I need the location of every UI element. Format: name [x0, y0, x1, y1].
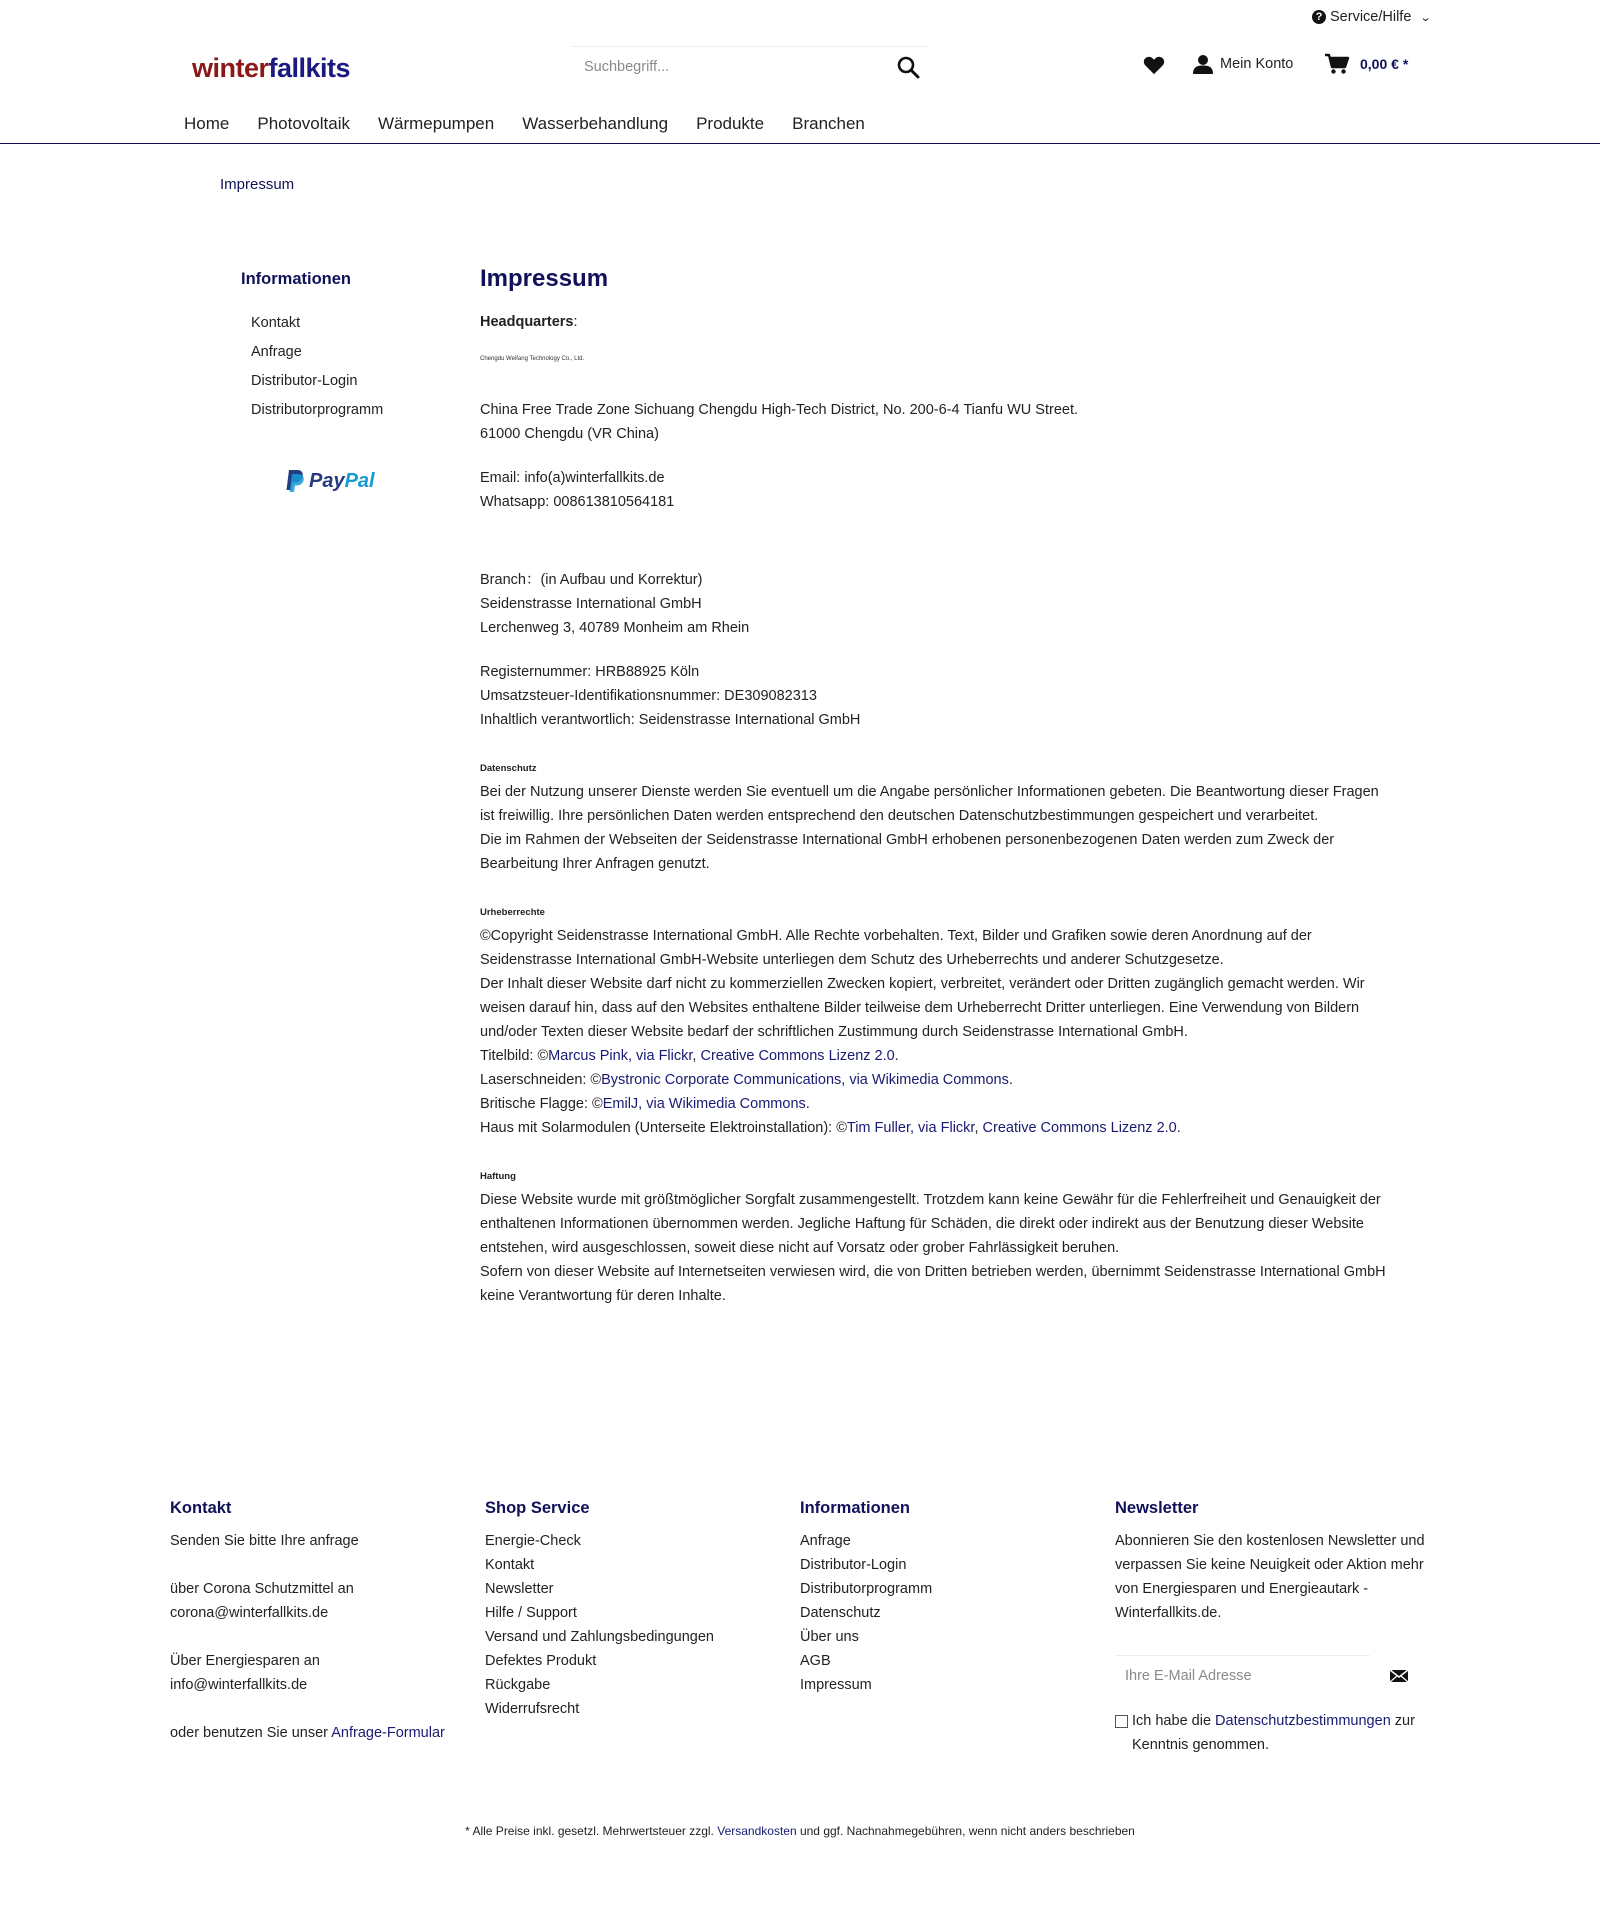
breadcrumb-impressum[interactable]: Impressum — [220, 176, 295, 193]
section-heading-datenschutz: Datenschutz — [480, 763, 537, 774]
link-bystronic[interactable]: Bystronic Corporate Communications, via Wikimedia Commons — [601, 1072, 1009, 1088]
credit-laserschneiden: Laserschneiden: ©Bystronic Corporate Communications, via Wikimedia Commons. — [480, 1072, 1013, 1088]
nav-item-waermepumpen[interactable]: Wärmepumpen — [377, 114, 495, 133]
footer — [170, 1497, 1430, 1757]
newsletter-form — [1115, 1655, 1370, 1695]
section-heading-urheberrechte: Urheberrechte — [480, 907, 545, 918]
branch-line-2: Seidenstrasse International GmbH — [480, 596, 702, 612]
price-note-suffix: und ggf. Nachnahmegebühren, wenn nicht anders beschrieben — [796, 1824, 1135, 1838]
search-input[interactable] — [572, 48, 888, 86]
datenschutz-paragraph-1: Bei der Nutzung unserer Dienste werden Sie eventuell um die Angabe persönlicher Informationen gebeten. Die Beantwortung dieser Fragen ist freiwillig. Ihre persönlichen Daten werden entsprechend den deutschen Datenschutzbestimmungen gespeichert und verarbeitet. — [480, 784, 1379, 824]
datenschutz-paragraph-2: Die im Rahmen der Webseiten der Seidenstrasse International GmbH erhobenen personenbezogenen Daten werden zum Zweck der Bearbeitung Ihrer Anfragen genutzt. — [480, 832, 1335, 872]
footer-info-title: Informationen — [800, 1499, 910, 1517]
heart-icon — [1143, 55, 1165, 75]
datenschutz-link[interactable]: Datenschutzbestimmungen — [1215, 1713, 1391, 1729]
vat-id: Umsatzsteuer-Identifikationsnummer: DE309082313 — [480, 688, 817, 704]
footer-link-widerrufsrecht[interactable]: Widerrufsrecht — [485, 1701, 580, 1717]
footer-shop-title: Shop Service — [485, 1499, 590, 1517]
branch-line-1: Branch：(in Aufbau und Korrektur) — [480, 572, 703, 588]
impressum-content — [480, 264, 1390, 1308]
section-heading-haftung: Haftung — [480, 1171, 516, 1182]
link-creative-commons-1[interactable]: Creative Commons Lizenz 2.0 — [700, 1048, 895, 1064]
footer-link-distributorprogramm[interactable]: Distributorprogramm — [800, 1581, 933, 1597]
footer-link-rueckgabe[interactable]: Rückgabe — [485, 1677, 551, 1693]
breadcrumb — [220, 176, 294, 193]
nav-item-home[interactable]: Home — [184, 114, 230, 133]
wishlist-button[interactable] — [1143, 55, 1165, 75]
versandkosten-link[interactable]: Versandkosten — [717, 1824, 797, 1838]
search-icon — [896, 55, 920, 79]
paypal-text-pay: Pay — [309, 469, 345, 492]
footer-kontakt — [170, 1497, 485, 1757]
footer-kontakt-line: oder benutzen Sie unser — [170, 1725, 332, 1741]
chevron-down-icon: ⌄ — [1420, 11, 1432, 24]
envelope-icon — [1389, 1668, 1409, 1684]
haftung-paragraph-1: Diese Website wurde mit größtmöglicher Sorgfalt zusammengestellt. Trotzdem kann keine Gewähr für die Fehlerfreiheit und Genauigkeit der enthaltenen Informationen übernommen werden. Jegliche Haftung für Schäden, die direkt oder indirekt aus der Benutzung dieser Website entstehen, wird ausgeschlossen, soweit diese nicht auf Vorsatz oder grober Fahrlässigkeit beruhen. — [480, 1192, 1381, 1256]
help-icon: ? — [1312, 10, 1326, 24]
credit-flagge: Britische Flagge: ©EmilJ, via Wikimedia Commons. — [480, 1096, 810, 1112]
cart-button[interactable] — [1324, 53, 1408, 75]
responsible-party: Inhaltlich verantwortlich: Seidenstrasse International GmbH — [480, 712, 861, 728]
site-logo[interactable] — [192, 52, 354, 82]
register-number: Registernummer: HRB88925 Köln — [480, 664, 700, 680]
service-help-menu[interactable] — [1312, 6, 1431, 28]
footer-link-anfrage[interactable]: Anfrage — [800, 1533, 851, 1549]
nav-item-photovoltaik[interactable]: Photovoltaik — [257, 114, 350, 133]
address-line-2: 61000 Chengdu (VR China) — [480, 426, 659, 442]
main-navigation — [170, 110, 879, 138]
footer-link-kontakt[interactable]: Kontakt — [485, 1557, 535, 1573]
footer-link-versand[interactable]: Versand und Zahlungsbedingungen — [485, 1629, 714, 1645]
address-line-1: China Free Trade Zone Sichuang Chengdu High-Tech District, No. 200-6-4 Tianfu WU Street. — [480, 402, 1079, 418]
footer-link-energie-check[interactable]: Energie-Check — [485, 1533, 581, 1549]
link-marcus-pink[interactable]: Marcus Pink, via Flickr — [548, 1048, 693, 1064]
urheberrechte-paragraph-1: ©Copyright Seidenstrasse International GmbH. Alle Rechte vorbehalten. Text, Bilder und Grafiken sowie deren Anordnung auf der Seidenstrasse International GmbH-Website unterliegen dem Schutz des Urheberrechts und anderer Schutzgesetze. — [480, 928, 1312, 968]
footer-kontakt-title: Kontakt — [170, 1499, 232, 1517]
hq-label: Headquarters — [480, 314, 574, 330]
cart-icon — [1324, 53, 1350, 75]
link-emilj[interactable]: EmilJ, via Wikimedia Commons — [602, 1096, 806, 1112]
email-text: Email: info(a)winterfallkits.de — [480, 470, 665, 486]
footer-newsletter — [1115, 1497, 1430, 1757]
newsletter-email-input[interactable] — [1115, 1668, 1370, 1684]
sidebar-item-distributorprogramm[interactable]: Distributorprogramm — [251, 402, 384, 418]
cart-amount: 0,00 € * — [1360, 56, 1409, 72]
haftung-paragraph-2: Sofern von dieser Website auf Internetseiten verwiesen wird, die von Dritten betrieben werden, übernimmt Seidenstrasse International GmbH keine Verantwortung für deren Inhalte. — [480, 1264, 1386, 1304]
footer-kontakt-line: über Corona Schutzmittel an — [170, 1581, 354, 1597]
credit-titelbild: Titelbild: ©Marcus Pink, via Flickr, Creative Commons Lizenz 2.0. — [480, 1048, 899, 1064]
anfrage-formular-link[interactable]: Anfrage-Formular — [331, 1725, 445, 1741]
newsletter-submit-button[interactable] — [1389, 1668, 1409, 1684]
nav-item-produkte[interactable]: Produkte — [696, 114, 765, 133]
footer-kontakt-email-info: info@winterfallkits.de — [170, 1677, 308, 1693]
footer-informationen — [800, 1497, 1115, 1757]
footer-newsletter-title: Newsletter — [1115, 1499, 1199, 1517]
sidebar-item-anfrage[interactable]: Anfrage — [251, 344, 302, 360]
footer-link-ueber-uns[interactable]: Über uns — [800, 1629, 859, 1645]
credit-haus: Haus mit Solarmodulen (Unterseite Elektroinstallation): ©Tim Fuller, via Flickr, Creative Commons Lizenz 2.0. — [480, 1120, 1181, 1136]
privacy-consent — [1115, 1709, 1430, 1757]
whatsapp-text: Whatsapp: 008613810564181 — [480, 494, 675, 510]
sidebar — [241, 270, 441, 493]
account-label: Mein Konto — [1220, 56, 1294, 72]
account-button[interactable] — [1192, 53, 1293, 75]
footer-kontakt-line: Senden Sie bitte Ihre anfrage — [170, 1533, 359, 1549]
footer-kontakt-email-corona: corona@winterfallkits.de — [170, 1605, 329, 1621]
paypal-icon — [285, 469, 305, 493]
footer-link-hilfe-support[interactable]: Hilfe / Support — [485, 1605, 577, 1621]
sidebar-item-distributor-login[interactable]: Distributor-Login — [251, 373, 358, 389]
service-help-label: Service/Hilfe — [1330, 9, 1412, 25]
paypal-text-pal: Pal — [344, 469, 375, 492]
newsletter-text: Abonnieren Sie den kostenlosen Newsletter und verpassen Sie keine Neuigkeit oder Aktion mehr von Energiesparen und Energieautark - Winterfallkits.de. — [1115, 1533, 1425, 1621]
search-bar — [572, 46, 928, 86]
footer-link-newsletter[interactable]: Newsletter — [485, 1581, 554, 1597]
company-name-tiny: Chengdu Weifang Technology Co., Ltd. — [480, 356, 585, 362]
branch-line-3: Lerchenweg 3, 40789 Monheim am Rhein — [480, 620, 750, 636]
user-icon — [1192, 53, 1214, 75]
link-creative-commons-2[interactable]: Creative Commons Lizenz 2.0 — [982, 1120, 1177, 1136]
price-note — [0, 1824, 1600, 1838]
logo-text-fallkits: fallkits — [268, 53, 351, 83]
footer-shop-service — [485, 1497, 800, 1757]
footer-link-datenschutz[interactable]: Datenschutz — [800, 1605, 881, 1621]
page-title: Impressum — [480, 265, 609, 292]
consent-text-suffix: zur Kenntnis genommen. — [1132, 1713, 1415, 1753]
consent-text: Ich habe die — [1132, 1713, 1216, 1729]
footer-link-agb[interactable]: AGB — [800, 1653, 831, 1669]
search-button[interactable] — [888, 48, 928, 86]
sidebar-title: Informationen — [241, 270, 351, 288]
nav-item-branchen[interactable]: Branchen — [792, 114, 865, 133]
link-tim-fuller[interactable]: Tim Fuller, via Flickr — [846, 1120, 975, 1136]
footer-link-impressum[interactable]: Impressum — [800, 1677, 872, 1693]
price-note-text: * Alle Preise inkl. gesetzl. Mehrwertsteuer zzgl. — [465, 1824, 718, 1838]
nav-item-wasserbehandlung[interactable]: Wasserbehandlung — [522, 114, 669, 133]
urheberrechte-paragraph-2: Der Inhalt dieser Website darf nicht zu kommerziellen Zwecken kopiert, verbreitet, verändert oder Dritten zugänglich gemacht werden. Wir weisen darauf hin, dass auf den Websites enthaltene Bilder teilweise dem Urheberrecht Dritter unterliegen. Eine Verwendung von Bildern und/oder Texten dieser Website bedarf der schriftlichen Zustimmung durch Seidenstrasse International GmbH. — [480, 976, 1365, 1040]
footer-link-defektes-produkt[interactable]: Defektes Produkt — [485, 1653, 597, 1669]
privacy-checkbox[interactable] — [1115, 1715, 1128, 1728]
logo-text-winter: winter — [192, 53, 269, 83]
footer-link-distributor-login[interactable]: Distributor-Login — [800, 1557, 907, 1573]
footer-kontakt-line: Über Energiesparen an — [170, 1653, 320, 1669]
paypal-logo — [285, 469, 441, 493]
hq-colon: : — [573, 314, 578, 330]
nav-divider — [0, 143, 1600, 144]
sidebar-item-kontakt[interactable]: Kontakt — [251, 315, 301, 331]
